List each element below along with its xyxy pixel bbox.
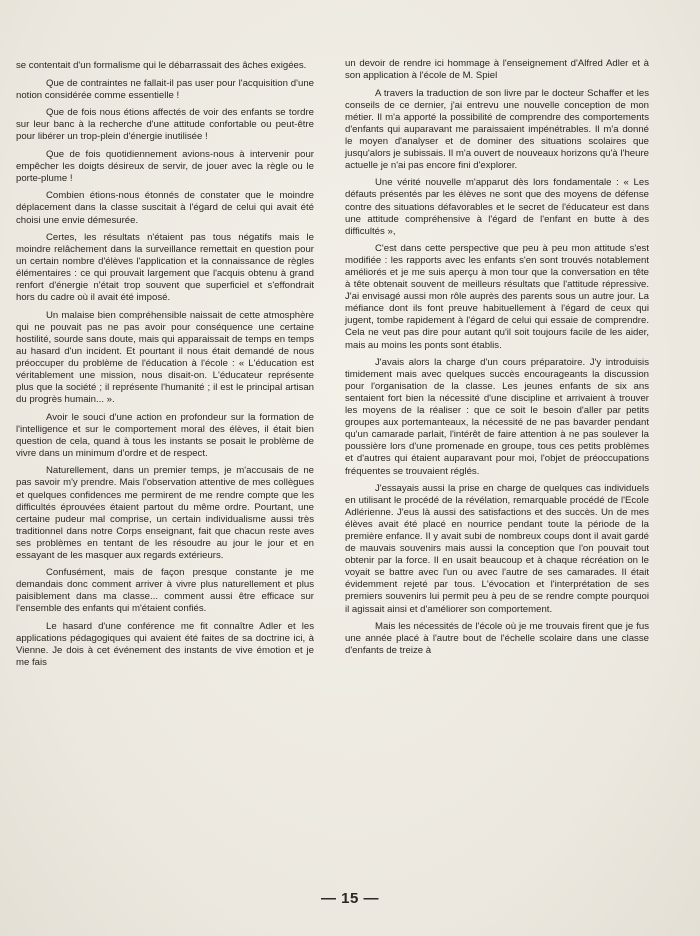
paragraph: un devoir de rendre ici hommage à l'enseignement d'Alfred Adler et à son application à l'école de M. Spiel	[345, 58, 649, 82]
paragraph: Confusément, mais de façon presque constante je me demandais donc comment arriver à vivre plus naturellement et plus paisiblement dans ma classe... comment aussi être efficace sur l'ensemble des enfants qui m'étaient confiés.	[16, 567, 314, 615]
right-column	[345, 58, 649, 663]
left-column	[16, 60, 314, 675]
paragraph: Le hasard d'une conférence me fit connaître Adler et les applications pédagogiques qui avaient été faites de sa doctrine ici, à Vienne. Je dois à cet événement des instants de vive émotion et je me fais	[16, 620, 314, 669]
paragraph: Certes, les résultats n'étaient pas tous négatifs mais le moindre relâchement dans la surveillance remettait en question pour un certain nombre d'élèves l'application et la connaissance de règles élémentaires : ce qui prouvait largement que l'acquis obtenu à grand renfort d'énergie n'était trop souvent que superficiel et s'effondrait hors du cadre où il avait été imposé.	[16, 232, 314, 304]
page-number: — 15 —	[320, 890, 380, 907]
paragraph: Que de fois nous étions affectés de voir des enfants se tordre sur leur banc à la recherche d'une attitude confortable ou peut-être pour libérer un trop-plein d'énergie inutilisée !	[16, 107, 314, 143]
paragraph: Que de contraintes ne fallait-il pas user pour l'acquisition d'une notion considérée comme essentielle !	[16, 77, 314, 101]
paragraph: Avoir le souci d'une action en profondeur sur la formation de l'intelligence et sur le comportement moral des élèves, il était bien question de cela, quand à tous les instants se posait le problème de vivre dans un minimum d'ordre et de respect.	[16, 411, 314, 459]
paragraph: Que de fois quotidiennement avions-nous à intervenir pour empêcher les doigts désireux de servir, de jouer avec la règle ou le porte-plume !	[16, 148, 314, 184]
paragraph: Mais les nécessités de l'école où je me trouvais firent que je fus une année placé à l'autre bout de l'échelle scolaire dans une classe d'enfants de treize à	[345, 621, 649, 657]
paragraph: J'essayais aussi la prise en charge de quelques cas individuels en utilisant le procédé de la révélation, remarquable procédé de l'Ecole Adlérienne. J'eus là aussi des satisfactions et des succès. Un de mes élèves avait été placé en nourrice pendant toute la période de la première enfance. Il y avait subi de nombreux coups dont il avait gardé de mauvais souvenirs mais aussi la conception que l'on pouvait tout obtenir par la force. Il en usait beaucoup et à chaque récréation on le voyait se battre avec l'un ou avec l'autre de ses camarades. Il était évidemment rejeté par tous. L'évocation et l'interprétation de ses premiers souvenirs lui permit peu à peu de se rendre compte pourquoi il agissait ainsi et d'améliorer son comportement.	[345, 483, 649, 615]
paragraph: Une vérité nouvelle m'apparut dès lors fondamentale : « Les défauts présentés par les élèves ne sont que des moyens de défense contre des situations défavorables et le secret de l'éducateur est dans une attitude compréhensive à l'égard de l'enfant en butte à des difficultés »,	[345, 177, 649, 237]
paragraph: se contentait d'un formalisme qui le débarrassait des âches exigées.	[16, 60, 307, 71]
paragraph: A travers la traduction de son livre par le docteur Schaffer et les conseils de ce dernier, j'ai entrevu une nouvelle conception de mon métier. Il m'a apporté la possibilité de comprendre des comportements d'enfants qui auparavant me paraissaient impénétrables. Il m'a donné le moyen d'analyser et de dominer des situations scolaires que jusqu'alors je subissais. Il m'a ouvert de nouveaux horizons qu'à l'heure actuelle je n'ai pas encore fini d'explorer.	[345, 87, 649, 171]
paragraph: J'avais alors la charge d'un cours préparatoire. J'y introduisis timidement mais avec quelques succès encourageants la discussion pour l'organisation de la classe. Les jeunes enfants de six ans sentaient fort bien la nécessité d'une discipline et arrivaient à trouver les moyens de la réaliser : que ce soit le besoin d'aller par petits groupes aux portemanteaux, la nécessité de ne pas bavarder pendant qu'un camarade parlait, l'intérêt de faire attention à ne pas soulever la poussière lors d'une promenade en groupe, tous ces petits problèmes et d'autres qui étaient auparavant pour moi, l'objet de préoccupations fréquentes se trouvaient réglés.	[345, 357, 649, 477]
paragraph: C'est dans cette perspective que peu à peu mon attitude s'est modifiée : les rapports avec les enfants s'en sont trouvés notablement améliorés et je me suis aperçu à mon tour que la conversation en tête à tête obtenait souvent de meilleurs résultats que l'attitude répressive. J'ai envisagé aussi mon rôle auprès des parents sous un autre jour. La méfiance dont ils font preuve habituellement à l'égard de ceux qui jugent, tombe rapidement à l'égard de celui qui essaie de comprendre. Cela ne veut pas dire pour autant qu'il soit toujours facile de les aider, mais au moins les ponts sont établis.	[345, 243, 649, 351]
paragraph: Naturellement, dans un premier temps, je m'accusais de ne pas savoir m'y prendre. Mais l'observation attentive de mes collègues et quelques confidences me permirent de me rendre compte que les difficultés éprouvées étaient partout du même ordre. Pourtant, une certaine pudeur mal comprise, un certain individualisme aussi très traditionnel dans notre Corps enseignant, fait que chacun reste aves ses problèmes en tentant de les résoudre au jour le jour et en essayant de les masquer aux regards extérieurs.	[16, 465, 314, 561]
paragraph: Un malaise bien compréhensible naissait de cette atmosphère qui ne pouvait pas ne pas avoir pour conséquence une certaine hostilité, sourde sans doute, mais qui apparaissait de temps en temps au hasard d'un incident. Et pourtant il nous était demandé de nous préoccuper du problème de l'éducation à l'école : « L'éducation est véritablement une mission, nous disait-on. L'éducateur représente plus que la société ; il représente l'humanité ; il est le principal artisan du progrès humain... ».	[16, 309, 314, 406]
paragraph: Combien étions-nous étonnés de constater que le moindre déplacement dans la classe suscitait à l'égard de celui qui avait été choisi une envie démesurée.	[16, 190, 314, 226]
